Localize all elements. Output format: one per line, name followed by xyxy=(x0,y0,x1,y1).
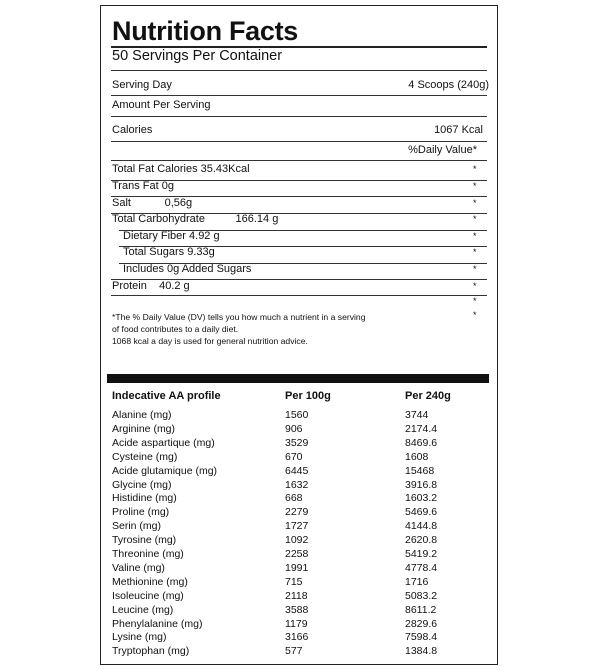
aa-table-row xyxy=(101,590,499,604)
aa-header-per100: Per 100g xyxy=(285,390,331,402)
serving-day-label: Serving Day xyxy=(112,79,172,91)
aa-per100-cell: 3529 xyxy=(285,436,309,449)
aa-per240-cell: 2174.4 xyxy=(405,422,438,435)
section-divider-bar xyxy=(107,374,489,383)
aa-name-cell: Lysine (mg) xyxy=(112,631,167,644)
aa-per100-cell: 670 xyxy=(285,450,303,463)
nutrient-row-total-fat: Total Fat Calories 35.43Kcal xyxy=(112,163,250,175)
aa-name-cell: Valine (mg) xyxy=(112,561,165,574)
aa-per100-cell: 2279 xyxy=(285,506,309,519)
dv-star: * xyxy=(473,264,477,274)
aa-table-row xyxy=(101,451,499,465)
aa-per240-cell: 5419.2 xyxy=(405,548,438,560)
aa-table-row xyxy=(101,604,499,618)
aa-per100-cell: 3588 xyxy=(285,603,309,616)
serving-day-value: 4 Scoops (240g) xyxy=(408,79,489,91)
aa-per100-cell: 1727 xyxy=(285,520,309,533)
aa-per240-cell: 1384.8 xyxy=(405,645,438,658)
aa-name-cell: Methionine (mg) xyxy=(112,575,188,588)
aa-name-cell: Leucine (mg) xyxy=(112,603,174,616)
aa-name-cell: Acide glutamique (mg) xyxy=(112,464,218,477)
aa-per240-cell: 4778.4 xyxy=(405,561,438,574)
aa-per100-cell: 6445 xyxy=(285,464,309,477)
aa-table-row xyxy=(101,506,499,520)
aa-per100-cell: 2118 xyxy=(285,589,308,602)
nutrient-row-total-carbohydrate: Total Carbohydrate 166.14 g xyxy=(112,213,279,225)
divider xyxy=(111,295,487,296)
dv-star: * xyxy=(473,296,477,306)
aa-name-cell: Tryptophan (mg) xyxy=(112,645,190,658)
aa-per100-cell: 3166 xyxy=(285,631,309,644)
aa-name-cell: Proline (mg) xyxy=(112,506,170,519)
aa-per240-cell: 7598.4 xyxy=(405,631,438,644)
nutrient-row-total-sugars: Total Sugars 9.33g xyxy=(123,246,215,258)
label-title: Nutrition Facts xyxy=(112,16,299,46)
aa-table-row xyxy=(101,492,499,506)
aa-table-row xyxy=(101,562,499,576)
aa-per100-cell: 1991 xyxy=(285,561,309,574)
nutrient-row-salt: Salt 0,56g xyxy=(112,197,193,209)
aa-table-row xyxy=(101,645,499,659)
aa-table-row xyxy=(101,409,499,423)
aa-name-cell: Tyrosine (mg) xyxy=(112,534,177,547)
nutrition-label xyxy=(100,5,498,665)
aa-table-row xyxy=(101,520,499,534)
aa-per240-cell: 15468 xyxy=(405,464,435,477)
aa-table-row xyxy=(101,576,499,590)
aa-per240-cell: 2620.8 xyxy=(405,534,438,547)
dv-star: * xyxy=(473,198,477,208)
aa-per240-cell: 1716 xyxy=(405,575,429,588)
nutrient-row-dietary-fiber: Dietary Fiber 4.92 g xyxy=(123,230,220,242)
footnote-line: *The % Daily Value (DV) tells you how much a nutrient in a serving xyxy=(112,312,366,322)
nutrient-row-protein: Protein 40.2 g xyxy=(112,280,190,292)
aa-name-cell: Serin (mg) xyxy=(112,520,162,533)
aa-per100-cell: 1179 xyxy=(285,617,308,630)
aa-per100-cell: 906 xyxy=(285,422,303,435)
aa-per240-cell: 4144.8 xyxy=(405,520,438,533)
aa-per100-cell: 715 xyxy=(285,575,303,588)
servings-per-container: 50 Servings Per Container xyxy=(112,48,283,64)
dv-star: * xyxy=(473,214,477,224)
calories-value: 1067 Kcal xyxy=(434,124,483,136)
amount-per-serving: Amount Per Serving xyxy=(112,99,211,111)
aa-name-cell: Isoleucine (mg) xyxy=(112,589,184,602)
aa-name-cell: Cysteine (mg) xyxy=(112,450,178,463)
aa-per240-cell: 8611.2 xyxy=(405,603,437,616)
dv-star: * xyxy=(473,310,477,320)
aa-per240-cell: 2829.6 xyxy=(405,617,438,630)
aa-per100-cell: 2258 xyxy=(285,548,309,560)
aa-name-cell: Glycine (mg) xyxy=(112,478,172,491)
aa-per100-cell: 577 xyxy=(285,645,303,658)
aa-name-cell: Phenylalanine (mg) xyxy=(112,617,203,630)
nutrient-row-added-sugars: Includes 0g Added Sugars xyxy=(123,263,252,275)
aa-per240-cell: 3916.8 xyxy=(405,478,438,491)
aa-name-cell: Alanine (mg) xyxy=(112,409,172,421)
aa-per240-cell: 5083.2 xyxy=(405,589,438,602)
aa-per240-cell: 5469.6 xyxy=(405,506,438,519)
dv-star: * xyxy=(473,247,477,257)
aa-name-cell: Arginine (mg) xyxy=(112,422,176,435)
aa-header-per240: Per 240g xyxy=(405,390,451,402)
aa-table-header xyxy=(101,390,499,404)
dv-star: * xyxy=(473,181,477,191)
divider xyxy=(111,116,487,117)
aa-table-row xyxy=(101,465,499,479)
aa-per100-cell: 1092 xyxy=(285,534,309,547)
aa-per100-cell: 668 xyxy=(285,492,303,505)
aa-per240-cell: 1603.2 xyxy=(405,492,438,505)
divider xyxy=(111,95,487,96)
calories-label: Calories xyxy=(112,124,153,136)
aa-name-cell: Histidine (mg) xyxy=(112,492,177,505)
divider xyxy=(111,70,487,71)
aa-table-row xyxy=(101,479,499,493)
aa-table-row xyxy=(101,534,499,548)
aa-per100-cell: 1632 xyxy=(285,478,309,491)
aa-name-cell: Acide aspartique (mg) xyxy=(112,436,215,449)
aa-table-row xyxy=(101,631,499,645)
aa-name-cell: Threonine (mg) xyxy=(112,548,184,560)
dv-star: * xyxy=(473,164,477,174)
aa-table-row xyxy=(101,548,499,562)
aa-table-row xyxy=(101,618,499,632)
aa-header-name: Indecative AA profile xyxy=(112,390,221,402)
dv-star: * xyxy=(473,231,477,241)
footnote-line: 1068 kcal a day is used for general nutrition advice. xyxy=(112,336,308,346)
aa-table-row xyxy=(101,423,499,437)
divider xyxy=(111,141,487,142)
divider xyxy=(111,160,487,161)
daily-value-header: %Daily Value* xyxy=(408,144,477,156)
aa-per240-cell: 8469.6 xyxy=(405,436,438,449)
aa-per100-cell: 1560 xyxy=(285,409,309,421)
aa-per240-cell: 3744 xyxy=(405,409,429,421)
nutrient-row-trans-fat: Trans Fat 0g xyxy=(112,180,174,192)
footnote-line: of food contributes to a daily diet. xyxy=(112,324,239,334)
aa-table-row xyxy=(101,437,499,451)
dv-star: * xyxy=(473,281,477,291)
aa-per240-cell: 1608 xyxy=(405,450,429,463)
